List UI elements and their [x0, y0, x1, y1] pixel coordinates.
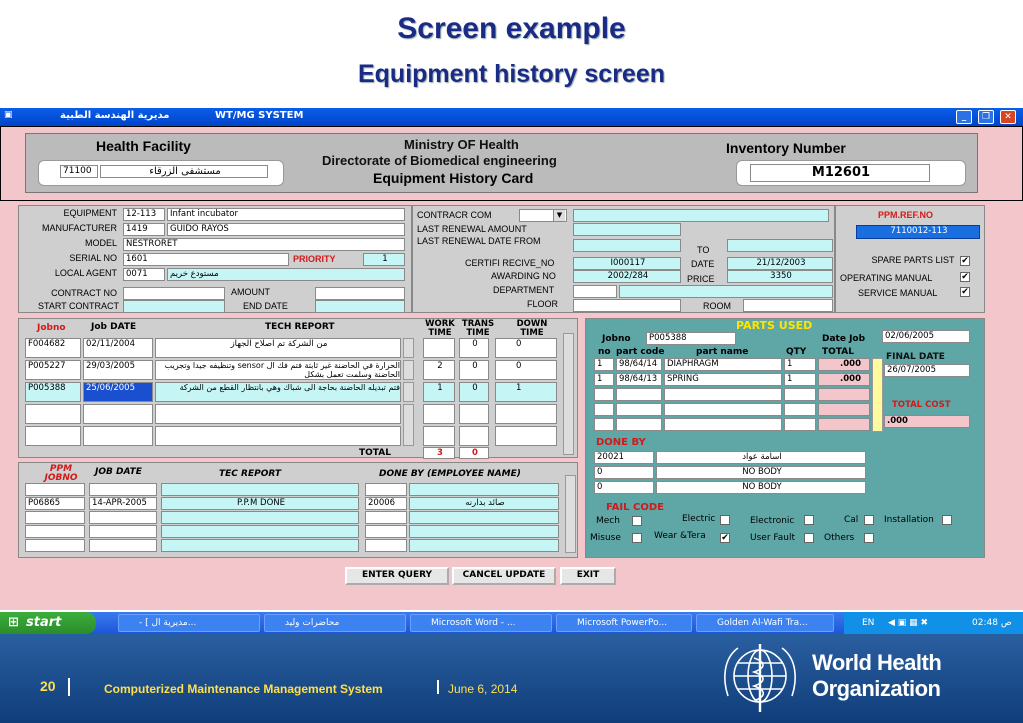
chevron-down-icon[interactable]: ▼ — [553, 210, 565, 221]
scroll-icon[interactable] — [403, 360, 414, 380]
who-emblem-icon — [718, 638, 802, 718]
others-checkbox[interactable] — [864, 533, 874, 543]
slide-subtitle: Equipment history screen — [357, 60, 666, 88]
installation-checkbox[interactable] — [942, 515, 952, 525]
final-date-field[interactable]: 26/07/2005 — [884, 364, 970, 377]
window-title: WT/MG SYSTEM — [215, 110, 304, 121]
electric-checkbox[interactable] — [720, 515, 730, 525]
ppm-ref-field[interactable]: 7110012-113 — [856, 225, 980, 239]
scroll-icon[interactable] — [403, 338, 414, 358]
cancel-update-button[interactable]: CANCEL UPDATE — [452, 567, 556, 585]
amount-field[interactable] — [315, 287, 405, 300]
contract-section: CONTRACR COM ▼ LAST RENEWAL AMOUNT LAST RENEWAL DATE FROM TO CERTIFI RECIVE_NO I000117 DATE 21/12/2003 AWARDING NO 2002/284 PRICE 3350 DEPARTMENT FLOOR ROOM — [412, 205, 835, 313]
ppm-section: PPM JOBNO JOB DATE TEC REPORT DONE BY (EMPLOYEE NAME) P06865 14-APR-2005 P.P.M DONE 20006 صائد بدارنه — [18, 462, 578, 558]
contract-com-name[interactable] — [573, 209, 829, 222]
ministry-label: Ministry OF Health — [404, 137, 519, 152]
enter-query-button[interactable]: ENTER QUERY — [345, 567, 449, 585]
renewal-from-field[interactable] — [573, 239, 681, 252]
parts-scrollbar[interactable] — [872, 358, 883, 432]
facility-code-field[interactable]: 71100 — [60, 165, 98, 178]
table-row[interactable] — [25, 404, 81, 424]
window-title-ar: مديرية الهندسة الطبية — [60, 110, 170, 121]
window-titlebar — [0, 108, 1023, 126]
facility-name-field[interactable]: مستشفى الزرقاء — [100, 165, 268, 178]
cal-checkbox[interactable] — [864, 515, 874, 525]
equipment-section: EQUIPMENT 12-113 Infant incubator MANUFACTURER 1419 GUIDO RAYOS MODEL NESTRORET SERIAL NO 1601 PRIORITY 1 LOCAL AGENT 0071 مستودع خريم CONTRACT NO AMOUNT START CONTRACT END DATE — [18, 205, 412, 313]
system-tray — [844, 612, 1023, 634]
exit-button[interactable]: EXIT — [560, 567, 616, 585]
electronic-checkbox[interactable] — [804, 515, 814, 525]
minimize-icon[interactable]: _ — [956, 110, 972, 124]
inventory-field[interactable]: M12601 — [750, 164, 930, 182]
footer-date: June 6, 2014 — [448, 682, 518, 696]
org-name-line1: World Health — [812, 650, 942, 675]
start-button[interactable]: ⊞ start — [0, 612, 96, 634]
renewal-to-field[interactable] — [727, 239, 833, 252]
agent-name-field[interactable]: مستودع خريم — [167, 268, 405, 281]
equipment-code-field[interactable]: 12-113 — [123, 208, 165, 221]
scroll-icon[interactable] — [403, 382, 414, 402]
clock: 02:48 ص — [972, 618, 1012, 628]
task-powerpoint[interactable]: Microsoft PowerPo... — [556, 614, 692, 632]
misuse-checkbox[interactable] — [632, 533, 642, 543]
parts-title: PARTS USED — [736, 319, 813, 332]
task-app[interactable]: - [ مديرية ال... — [118, 614, 260, 632]
mech-checkbox[interactable] — [632, 516, 642, 526]
room-field[interactable] — [743, 299, 833, 312]
slide-title: Screen example — [397, 12, 626, 45]
language-indicator[interactable]: EN — [862, 618, 875, 628]
agent-code-field[interactable]: 0071 — [123, 268, 165, 281]
total-work-field[interactable]: 3 — [423, 447, 455, 459]
card-title: Equipment History Card — [373, 170, 534, 186]
health-facility-label: Health Facility — [96, 138, 191, 154]
parts-jobno-field[interactable]: P005388 — [646, 332, 736, 345]
footer-text: Computerized Maintenance Management System — [104, 682, 383, 696]
taskbar — [0, 612, 1023, 634]
job-history-section: Jobno Job DATE TECH REPORT WORK TIME TRANS TIME DOWN TIME F004682 02/11/2004 من الشركة تم اصلاح الجهاز 0 0 P005227 29/03/2005 الحرارة في الحاضنة غير ثابتة فتم فك ال sensor وتنظيفه جيدا وتجريب الحاضنة وسلمت تعمل بشكل 2 0 0 P005388 25/06/2005 فتم تبديله الحاضنة بحاجة الى شباك وهي بانتظار القطع من الشركة 1 0 1 TOTAL 3 0 — [18, 318, 578, 458]
spare-parts-checkbox[interactable]: ✔ — [961, 256, 969, 266]
table-row[interactable] — [25, 426, 81, 446]
inventory-label: Inventory Number — [726, 140, 846, 156]
manufacturer-code-field[interactable]: 1419 — [123, 223, 165, 236]
header-panel — [25, 133, 978, 193]
awarding-field[interactable]: 2002/284 — [573, 270, 681, 283]
ppm-ref-section: PPM.REF.NO 7110012-113 SPARE PARTS LIST ✔ OPERATING MANUAL ✔ SERVICE MANUAL ✔ — [835, 205, 985, 313]
contract-com-select[interactable] — [519, 209, 567, 222]
renewal-amount-field[interactable] — [573, 223, 681, 236]
certifi-date-field[interactable]: 21/12/2003 — [727, 257, 833, 270]
price-field[interactable]: 3350 — [727, 270, 833, 283]
org-name-line2: Organization — [812, 676, 941, 701]
scroll-icon[interactable] — [403, 404, 414, 446]
parts-datejob-field[interactable]: 02/06/2005 — [882, 330, 970, 343]
end-date-field[interactable] — [315, 300, 405, 313]
windows-icon: ⊞ — [8, 615, 19, 630]
slide-footer — [0, 634, 1023, 723]
restore-icon[interactable]: ❐ — [978, 110, 994, 124]
wear-checkbox[interactable]: ✔ — [721, 533, 729, 543]
job-scrollbar[interactable] — [563, 333, 574, 455]
user-fault-checkbox[interactable] — [804, 533, 814, 543]
directorate-label: Directorate of Biomedical engineering — [322, 153, 557, 168]
app-icon: ▣ — [4, 110, 13, 120]
contract-no-field[interactable] — [123, 287, 225, 300]
certifi-field[interactable]: I000117 — [573, 257, 681, 270]
task-word[interactable]: Microsoft Word - ... — [410, 614, 552, 632]
tray-icons[interactable]: ◀ ▣ ▦ ✖ — [888, 618, 929, 628]
task-golden-wafi[interactable]: Golden Al-Wafi Tra... — [696, 614, 834, 632]
service-manual-checkbox[interactable]: ✔ — [961, 287, 969, 297]
page-number: 20 — [40, 678, 56, 694]
close-icon[interactable]: ✕ — [1000, 110, 1016, 124]
serial-field[interactable]: 1601 — [123, 253, 289, 266]
total-trans-field[interactable]: 0 — [459, 447, 489, 459]
parts-used-section: PARTS USED Jobno P005388 Date Job 02/06/2005 no part code part name QTY TOTAL 1 98/64/14 DIAPHRAGM 1 .000 1 98/64/13 SPRING 1 .000 FINAL DATE 26/07/2005 TOTAL COST .000 DONE BY 20021 اسامة عواد 0 NO BODY 0 NO BODY FAIL CODE Mech Electric Electronic Cal Installation Misuse Wear &Tera ✔ User Fault Others — [585, 318, 985, 558]
manufacturer-name-field[interactable]: GUIDO RAYOS — [167, 223, 405, 236]
equipment-name-field[interactable]: Infant incubator — [167, 208, 405, 221]
operating-manual-checkbox[interactable]: ✔ — [961, 272, 969, 282]
priority-field[interactable]: 1 — [363, 253, 405, 266]
department-code-field[interactable] — [573, 285, 617, 298]
ppm-scrollbar[interactable] — [565, 475, 576, 553]
floor-field[interactable] — [573, 299, 681, 312]
task-lectures[interactable]: محاضرات وليد — [264, 614, 406, 632]
start-contract-field[interactable] — [123, 300, 225, 313]
total-cost-field[interactable]: .000 — [884, 415, 970, 428]
model-field[interactable]: NESTRORET — [123, 238, 405, 251]
department-name-field[interactable] — [619, 285, 833, 298]
